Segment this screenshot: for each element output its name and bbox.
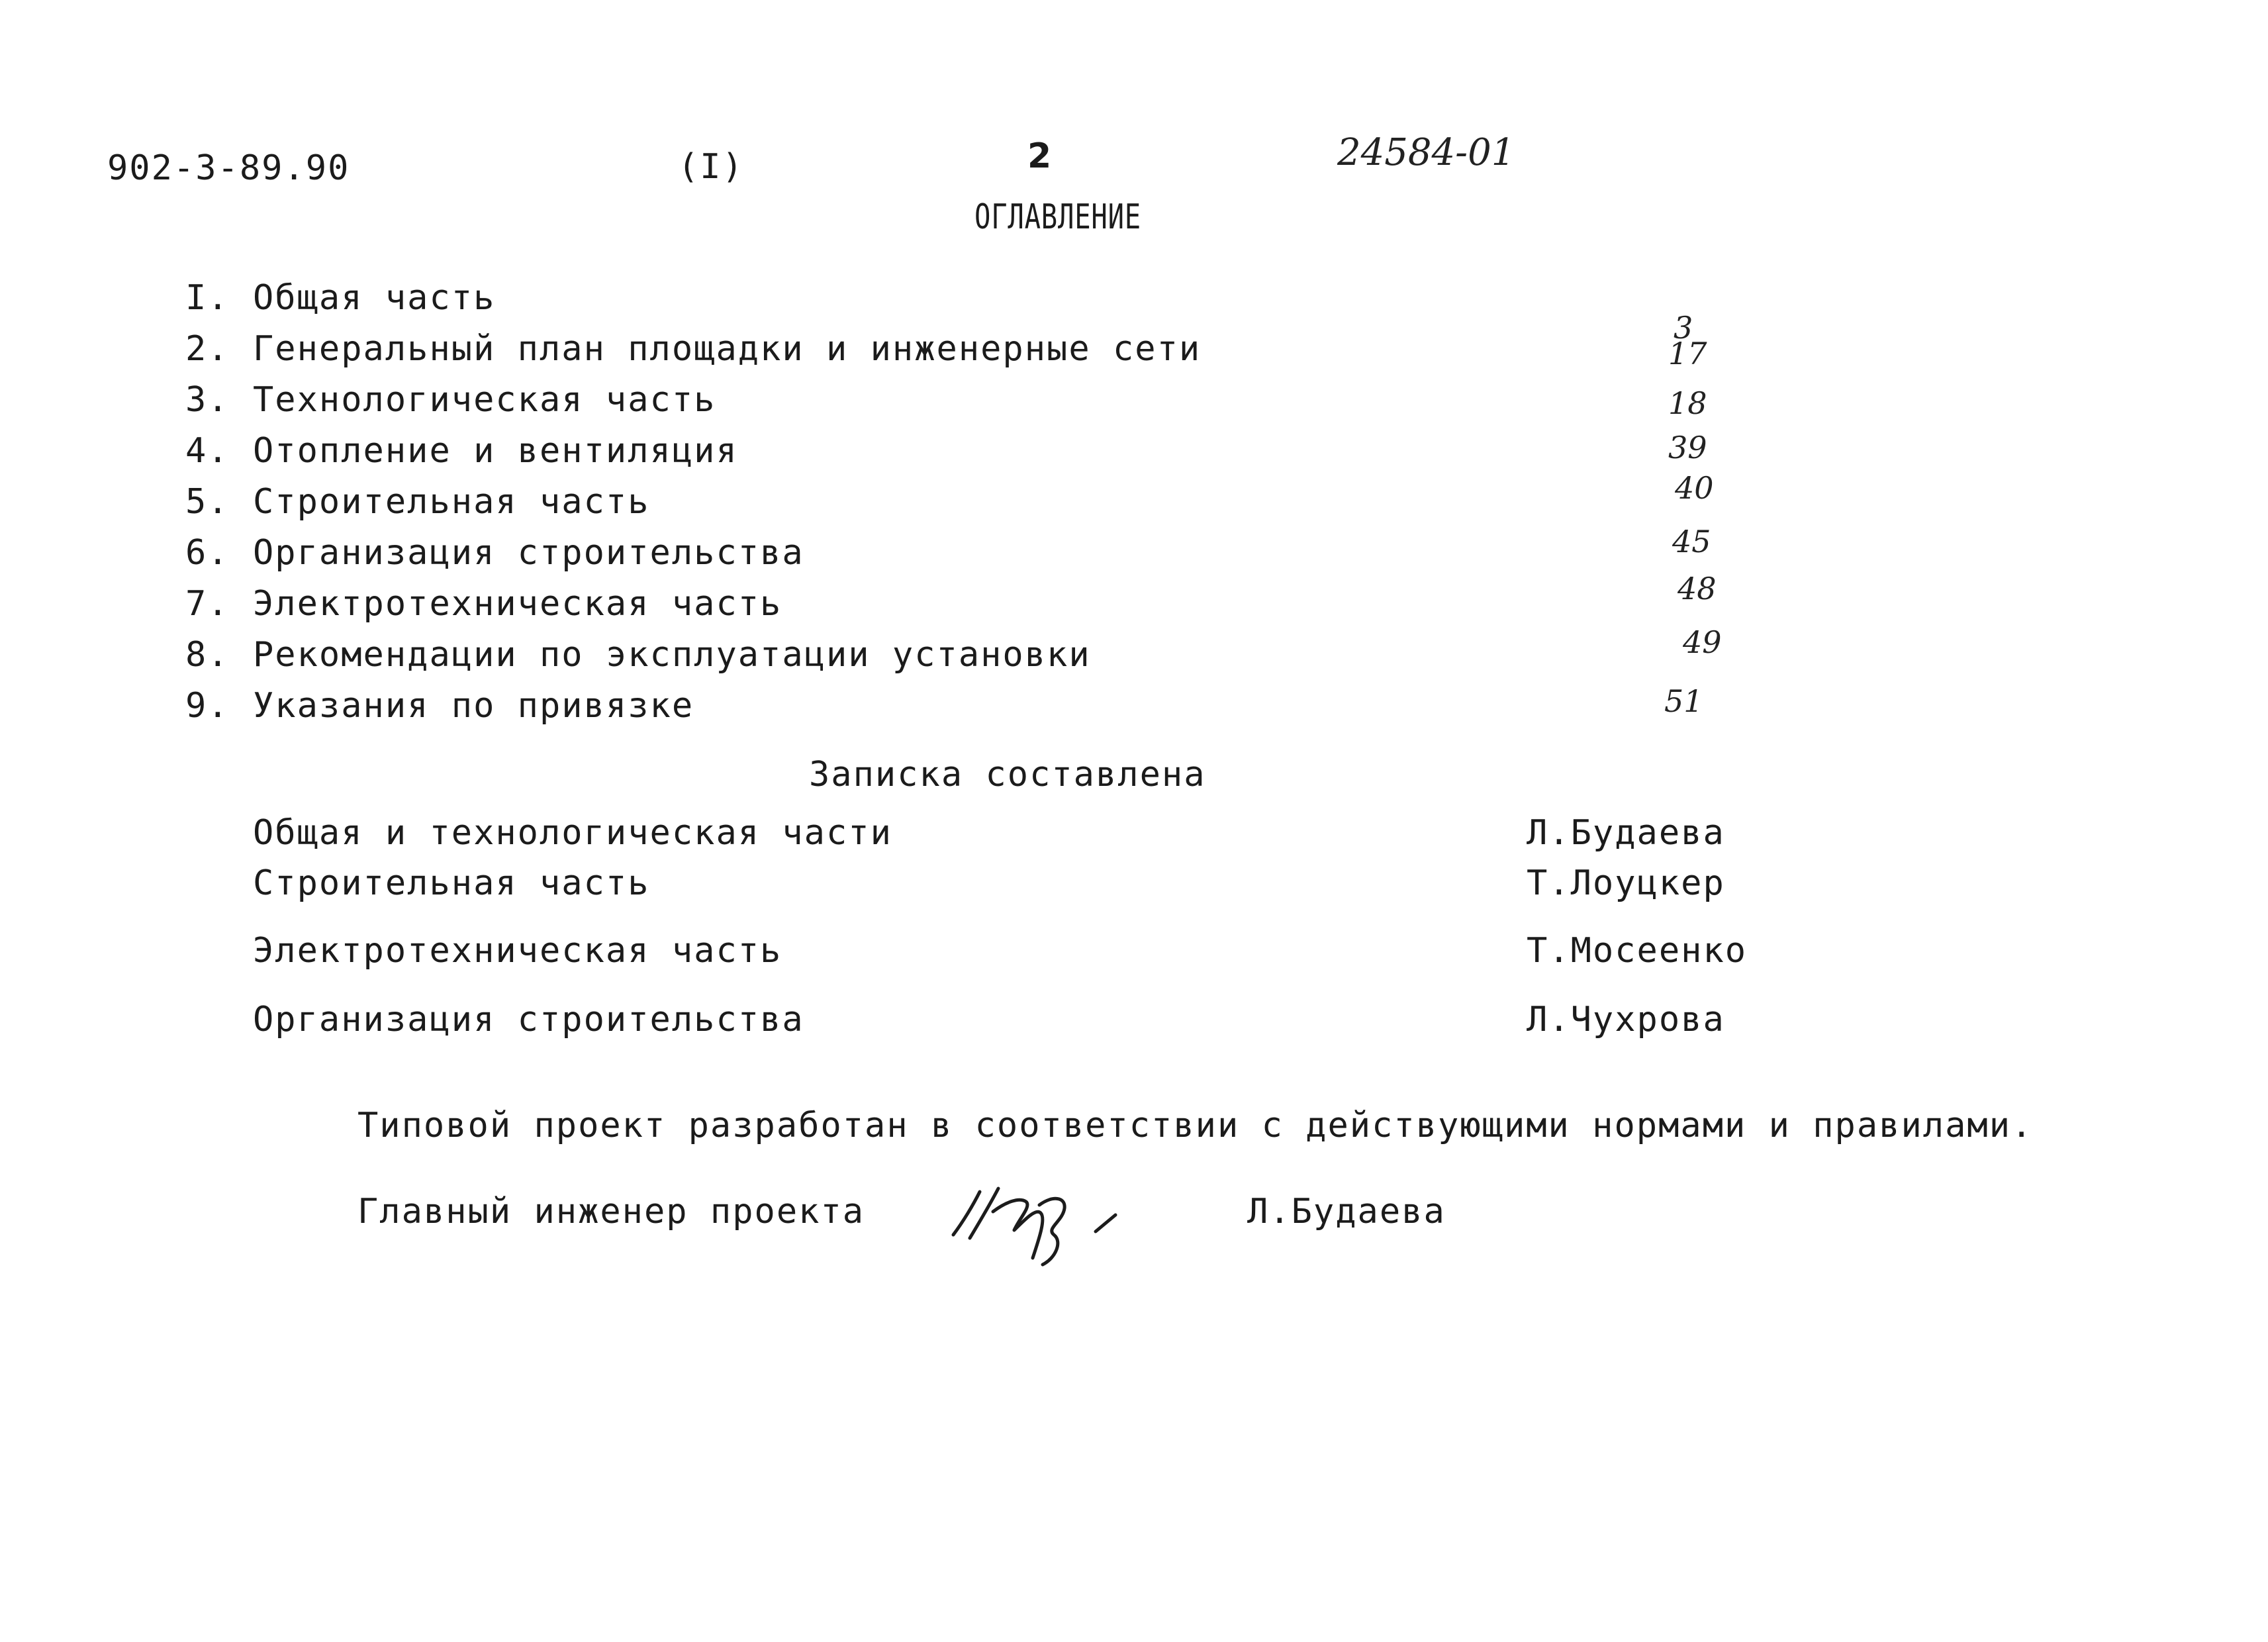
toc-page: 48 [1677,571,1717,606]
toc-row [185,431,1774,482]
toc-page: 45 [1672,524,1711,559]
table-of-contents [185,278,1774,737]
toc-label: Общая часть [253,278,496,318]
toc-number: 5. [185,482,230,522]
toc-label: Организация строительства [253,533,804,573]
toc-number: 8. [185,635,230,675]
toc-row [185,278,1774,346]
author-part: Организация строительства [253,1000,804,1039]
toc-page: 39 [1668,430,1707,465]
compiled-heading: Записка составлена [809,755,1206,795]
author-name: Т.Мосеенко [1527,931,1748,971]
toc-row [185,624,1774,686]
toc-label: Отопление и вентиляция [253,431,738,471]
author-part: Общая и технологическая части [253,813,892,853]
toc-page: 3 [1674,310,1693,346]
doc-code: 902-3-89.90 [107,148,350,188]
toc-label: Генеральный план площадки и инженерные сети [253,329,1202,369]
author-part: Строительная часть [253,863,650,903]
toc-row [185,524,1774,584]
toc-page: 17 [1668,336,1707,371]
chief-name: Л.Будаева [1247,1192,1446,1232]
toc-row [185,683,1774,737]
toc-label: Рекомендации по эксплуатации установки [253,635,1091,675]
author-name: Л.Чухрова [1527,1000,1725,1039]
toc-page: 18 [1668,385,1707,421]
toc-row [185,329,1774,380]
volume-number: (I) [678,147,744,187]
toc-page: 51 [1664,683,1703,719]
toc-number: 7. [185,584,230,624]
toc-number: 6. [185,533,230,573]
author-name: Л.Будаева [1527,813,1725,853]
toc-number: 3. [185,380,230,420]
toc-label: Электротехническая часть [253,584,782,624]
page-title: ОГЛАВЛЕНИЕ [974,197,1142,237]
toc-number: I. [185,278,230,318]
toc-page: 49 [1683,624,1722,660]
toc-label: Указания по привязке [253,686,694,726]
toc-page: 40 [1675,470,1714,506]
toc-row [185,380,1774,431]
toc-row [185,470,1774,533]
toc-number: 4. [185,431,230,471]
toc-row [185,571,1774,635]
chief-role: Главный инженер проекта [357,1192,865,1232]
toc-number: 2. [185,329,230,369]
signature-icon [940,1165,1152,1271]
author-name: Т.Лоуцкер [1527,863,1725,903]
toc-label: Строительная часть [253,482,650,522]
toc-number: 9. [185,686,230,726]
compliance-statement: Типовой проект разработан в соответствии с действующими нормами и правилами. [357,1106,2034,1145]
author-part: Электротехническая часть [253,931,782,971]
page-number: 2 [1027,136,1052,176]
toc-label: Технологическая часть [253,380,716,420]
archive-number: 24584-01 [1337,131,1515,174]
